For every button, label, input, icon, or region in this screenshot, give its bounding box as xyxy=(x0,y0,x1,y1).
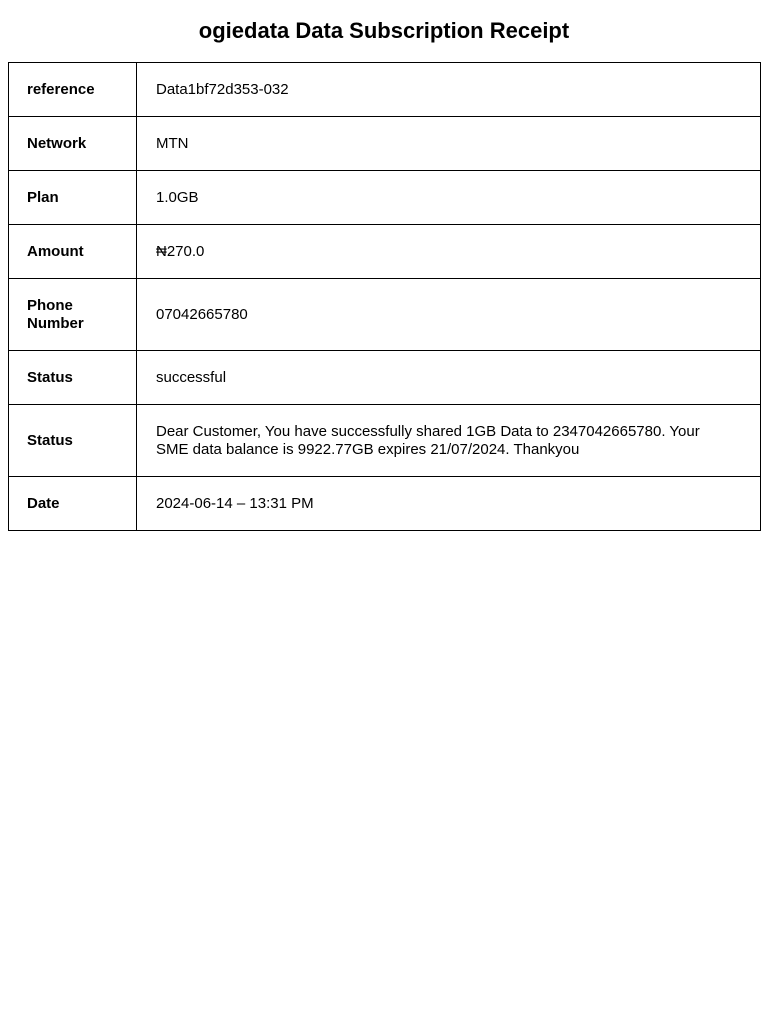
receipt-title: ogiedata Data Subscription Receipt xyxy=(198,18,570,43)
row-value: successful xyxy=(137,351,761,405)
row-label: Network xyxy=(9,117,137,171)
row-label: Amount xyxy=(9,225,137,279)
table-row-status-message xyxy=(9,405,761,477)
table-row-status xyxy=(9,351,761,405)
row-label: Status xyxy=(9,351,137,405)
table-row-date xyxy=(9,477,761,531)
row-value: MTN xyxy=(137,117,761,171)
table-row-reference xyxy=(9,63,761,117)
row-value: 2024-06-14 – 13:31 PM xyxy=(137,477,761,531)
row-value: Dear Customer, You have successfully shared 1GB Data to 2347042665780. Your SME data balance is 9922.77GB expires 21/07/2024. Thankyou xyxy=(137,405,761,477)
row-value: 07042665780 xyxy=(137,279,761,351)
row-label: reference xyxy=(9,63,137,117)
row-label: Plan xyxy=(9,171,137,225)
table-row-plan xyxy=(9,171,761,225)
row-value: Data1bf72d353-032 xyxy=(137,63,761,117)
table-row-amount xyxy=(9,225,761,279)
row-label: Phone Number xyxy=(9,279,137,351)
table-row-phone-number xyxy=(9,279,761,351)
table-row-network xyxy=(9,117,761,171)
row-label: Status xyxy=(9,405,137,477)
receipt-table xyxy=(8,62,761,531)
row-value: 1.0GB xyxy=(137,171,761,225)
row-label: Date xyxy=(9,477,137,531)
row-value: ₦270.0 xyxy=(137,225,761,279)
